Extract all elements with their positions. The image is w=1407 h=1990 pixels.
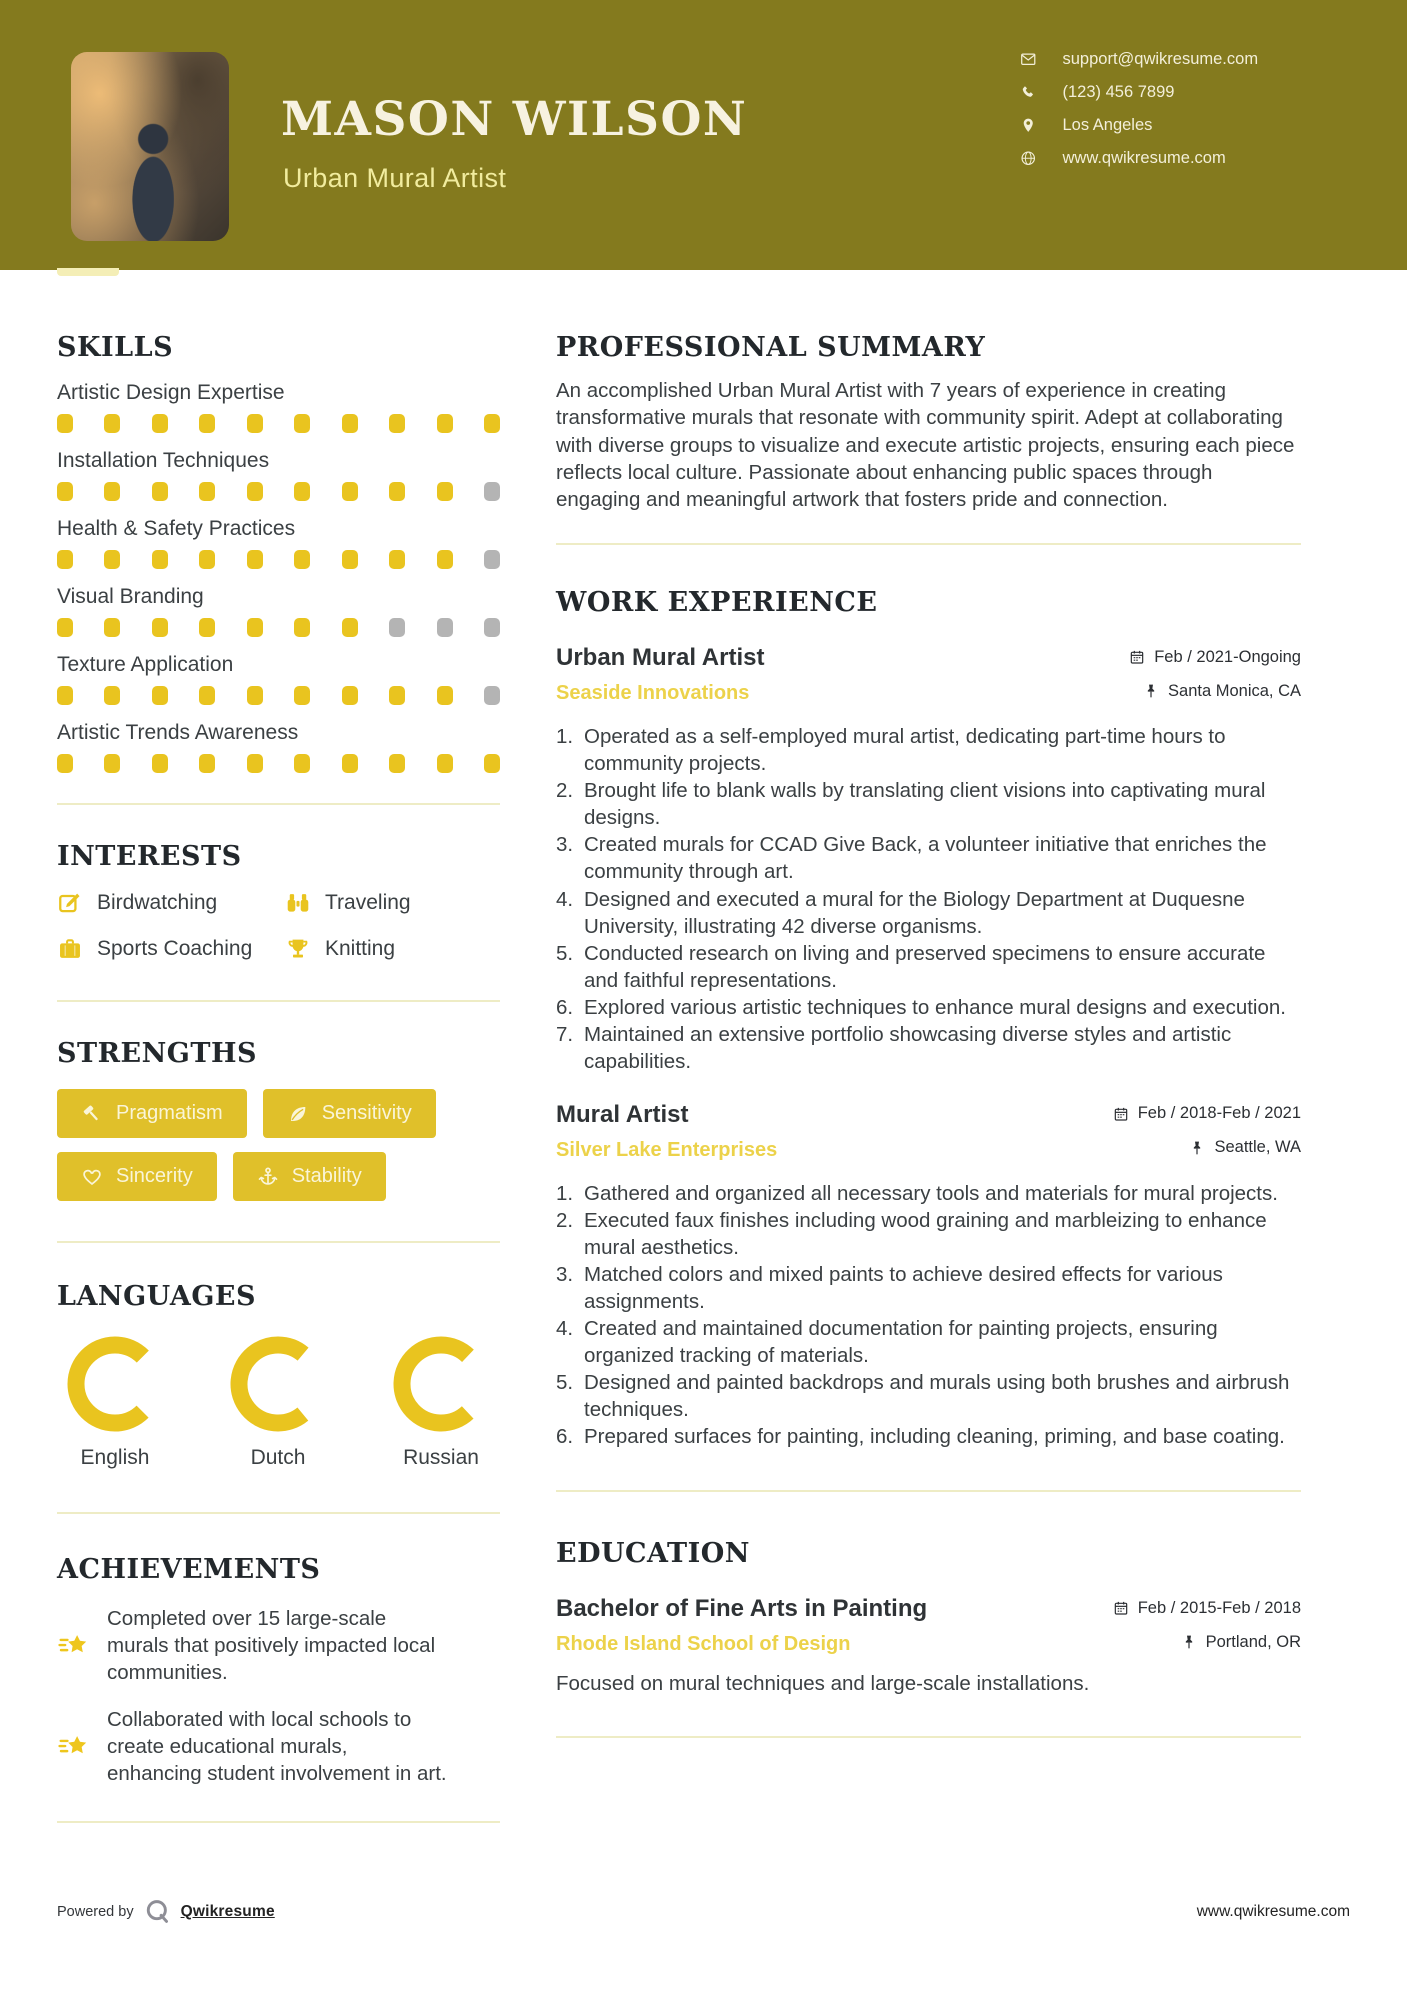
contact-text: support@qwikresume.com	[1062, 50, 1259, 68]
job-location-text: Seattle, WA	[1214, 1138, 1301, 1157]
skill-dot	[389, 414, 405, 433]
language-level-arc	[391, 1334, 491, 1434]
strength-tag	[57, 1089, 247, 1138]
contact-item	[1020, 142, 1350, 175]
summary-section	[556, 332, 1301, 513]
skill-dot	[199, 754, 215, 773]
skill-item	[57, 449, 500, 501]
skill-label: Texture Application	[57, 653, 234, 676]
skill-dot	[152, 550, 168, 569]
job-bullet: Designed and painted backdrops and murals using both brushes and airbrush techniques.	[584, 1371, 1290, 1422]
job-entry	[556, 644, 1301, 1075]
job-bullet: Maintained an extensive portfolio showcasing diverse styles and artistic capabilities.	[584, 1022, 1232, 1073]
skill-dot	[152, 686, 168, 705]
divider	[556, 1490, 1301, 1492]
language-label: Russian	[403, 1446, 479, 1469]
strength-label: Pragmatism	[116, 1102, 223, 1124]
skill-dot	[342, 618, 358, 637]
job-bullet: Prepared surfaces for painting, including cleaning, priming, and base coating.	[584, 1425, 1285, 1449]
job-date	[1129, 648, 1301, 667]
left-column	[57, 270, 500, 1823]
skill-dot	[437, 686, 453, 705]
skill-dot	[104, 754, 120, 773]
skill-dot	[294, 482, 310, 501]
contact-item	[1020, 43, 1350, 76]
pushpin-icon	[1189, 1140, 1205, 1156]
pushpin-icon	[1181, 1634, 1197, 1650]
divider	[556, 543, 1301, 545]
experience-section	[556, 587, 1301, 1450]
school-name: Rhode Island School of Design	[556, 1633, 851, 1656]
skill-item	[57, 517, 500, 569]
skill-dot	[104, 618, 120, 637]
shooting-star-icon	[57, 1708, 91, 1787]
calendar-icon	[1113, 1106, 1129, 1122]
job-date-text: Feb / 2018-Feb / 2021	[1137, 1104, 1301, 1123]
footer-powered-by	[57, 1898, 275, 1925]
skill-item	[57, 381, 500, 433]
experience-heading: WORK EXPERIENCE	[556, 587, 878, 619]
job-bullet: Conducted research on living and preserved specimens to ensure accurate and faithful representations.	[584, 941, 1266, 992]
divider	[556, 1736, 1301, 1738]
contact-text: www.qwikresume.com	[1062, 149, 1226, 167]
skill-dot	[389, 686, 405, 705]
education-heading: EDUCATION	[556, 1538, 750, 1570]
globe-icon	[1020, 150, 1037, 167]
skill-dot	[342, 754, 358, 773]
skill-dot	[104, 686, 120, 705]
contact-block	[1020, 43, 1350, 175]
achievement-text: Collaborated with local schools to create educational murals, enhancing student involvement in art.	[107, 1708, 447, 1786]
skill-dot	[57, 754, 73, 773]
pin-icon	[1020, 117, 1037, 134]
strength-label: Sincerity	[116, 1165, 193, 1187]
education-location: Portland, OR	[1181, 1633, 1301, 1652]
skill-label: Artistic Trends Awareness	[57, 721, 299, 744]
skill-dot	[484, 414, 500, 433]
skill-dot	[152, 754, 168, 773]
skill-dot	[247, 482, 263, 501]
profile-photo	[71, 52, 229, 241]
achievement-item	[57, 1605, 500, 1686]
job-bullet: Explored various artistic techniques to enhance mural designs and execution.	[584, 995, 1286, 1019]
skill-label: Health & Safety Practices	[57, 517, 296, 540]
footer-site-url: www.qwikresume.com	[1196, 1903, 1350, 1920]
language-level-arc	[65, 1334, 165, 1434]
skill-dot	[199, 414, 215, 433]
job-date	[1113, 1104, 1301, 1123]
skill-dot	[294, 754, 310, 773]
strength-tag	[57, 1152, 217, 1201]
skill-dot	[342, 550, 358, 569]
language-label: Dutch	[250, 1446, 306, 1469]
skill-dot	[247, 618, 263, 637]
skill-dot	[152, 482, 168, 501]
job-company: Silver Lake Enterprises	[556, 1138, 778, 1161]
contact-item	[1020, 76, 1350, 109]
heart-icon	[81, 1166, 103, 1188]
pencil-icon	[57, 890, 83, 916]
skill-dot	[199, 618, 215, 637]
skill-dot	[294, 618, 310, 637]
languages-section	[57, 1281, 500, 1470]
achievements-section	[57, 1554, 500, 1787]
job-bullet: Brought life to blank walls by translating client visions into captivating mural designs.	[584, 779, 1266, 830]
skill-dot	[389, 482, 405, 501]
skill-dot	[437, 550, 453, 569]
divider	[57, 1821, 500, 1823]
skill-dot	[484, 482, 500, 501]
person-job-title: Urban Mural Artist	[283, 163, 507, 193]
degree-title: Bachelor of Fine Arts in Painting	[556, 1595, 928, 1623]
strengths-heading: STRENGTHS	[57, 1038, 257, 1069]
person-name: MASON WILSON	[281, 92, 748, 147]
education-note: Focused on mural techniques and large-scale installations.	[556, 1672, 1090, 1696]
anchor-icon	[257, 1166, 279, 1188]
interest-item	[285, 936, 500, 962]
trophy-icon	[285, 936, 311, 962]
skill-dots	[57, 754, 500, 773]
language-level-arc	[228, 1334, 328, 1434]
skill-dot	[247, 686, 263, 705]
skill-dot	[57, 618, 73, 637]
header	[0, 0, 1407, 270]
contact-text: Los Angeles	[1062, 116, 1153, 134]
skill-dot	[152, 414, 168, 433]
skill-dot	[389, 618, 405, 637]
shooting-star-icon	[57, 1607, 91, 1686]
interest-item	[57, 936, 285, 962]
divider	[57, 1512, 500, 1514]
summary-text: An accomplished Urban Mural Artist with 7 years of experience in creating transformative murals that resonate with community spirit. Adept at collaborating with diverse groups to visualize and execute artistic projects, ensuring each piece reflects local culture. Passionate about enhancing public spaces through engaging and meaningful artwork that fosters pride and connection.	[556, 379, 1295, 511]
powered-by-label: Powered by	[57, 1903, 134, 1920]
skills-section	[57, 332, 500, 773]
interest-label: Knitting	[325, 937, 396, 960]
job-bullet: Matched colors and mixed paints to achieve desired effects for various assignments.	[584, 1263, 1223, 1314]
skill-dot	[247, 754, 263, 773]
skill-dot	[104, 482, 120, 501]
skill-dot	[294, 686, 310, 705]
language-item	[220, 1334, 336, 1470]
divider	[57, 1000, 500, 1002]
skill-dots	[57, 414, 500, 433]
skill-dot	[484, 754, 500, 773]
skill-dot	[104, 550, 120, 569]
language-label: English	[80, 1446, 150, 1469]
skill-dot	[57, 482, 73, 501]
strength-label: Stability	[291, 1165, 362, 1187]
gavel-icon	[81, 1103, 103, 1125]
skill-dot	[437, 414, 453, 433]
skill-dot	[389, 754, 405, 773]
skill-dot	[247, 414, 263, 433]
job-bullet: Designed and executed a mural for the Biology Department at Duquesne University, illustrating 42 diverse organisms.	[584, 887, 1245, 938]
strength-tag	[263, 1089, 436, 1138]
calendar-icon	[1113, 1600, 1129, 1616]
skill-dots	[57, 686, 500, 705]
interests-section	[57, 841, 500, 962]
interest-item	[285, 890, 500, 916]
pushpin-icon	[1143, 683, 1159, 699]
skill-dots	[57, 618, 500, 637]
job-bullet: Created murals for CCAD Give Back, a volunteer initiative that enriches the community through art.	[584, 833, 1267, 884]
job-bullets	[556, 723, 1301, 1075]
skill-dot	[104, 414, 120, 433]
education-date: Feb / 2015-Feb / 2018	[1113, 1599, 1301, 1618]
leaf-icon	[287, 1103, 309, 1125]
strength-tag	[233, 1152, 386, 1201]
skill-dot	[57, 550, 73, 569]
job-title: Mural Artist	[556, 1100, 689, 1128]
skill-dot	[437, 482, 453, 501]
skill-dot	[294, 550, 310, 569]
skill-label: Artistic Design Expertise	[57, 381, 285, 404]
interests-heading: INTERESTS	[57, 841, 242, 872]
language-item	[57, 1334, 173, 1470]
calendar-icon	[1129, 649, 1145, 665]
skill-item	[57, 653, 500, 705]
job-entry	[556, 1101, 1301, 1450]
summary-heading: PROFESSIONAL SUMMARY	[556, 332, 986, 363]
skill-dot	[294, 414, 310, 433]
skill-label: Installation Techniques	[57, 449, 270, 472]
skill-dot	[342, 482, 358, 501]
contact-text: (123) 456 7899	[1062, 83, 1175, 101]
skill-dot	[199, 482, 215, 501]
skill-dot	[342, 686, 358, 705]
interest-label: Traveling	[325, 891, 411, 914]
skills-heading: SKILLS	[57, 332, 174, 363]
interest-label: Birdwatching	[97, 891, 218, 914]
job-bullet: Created and maintained documentation for painting projects, ensuring organized tracking of materials.	[584, 1317, 1218, 1368]
skill-dot	[247, 550, 263, 569]
qwikresume-logo-icon	[144, 1898, 171, 1925]
language-item	[383, 1334, 499, 1470]
qwikresume-link[interactable]: Qwikresume	[180, 1902, 275, 1920]
divider	[57, 1241, 500, 1243]
skill-dot	[152, 618, 168, 637]
skill-dot	[437, 754, 453, 773]
interest-label: Sports Coaching	[97, 937, 253, 960]
skill-dot	[389, 550, 405, 569]
strengths-section	[57, 1038, 500, 1201]
skill-dots	[57, 550, 500, 569]
contact-item	[1020, 109, 1350, 142]
job-location	[1189, 1138, 1301, 1157]
job-bullet: Gathered and organized all necessary tools and materials for mural projects.	[584, 1181, 1278, 1205]
job-company: Seaside Innovations	[556, 682, 750, 705]
skill-label: Visual Branding	[57, 585, 204, 608]
job-bullet: Operated as a self-employed mural artist, dedicating part-time hours to community projects.	[584, 725, 1226, 776]
skill-dot	[199, 550, 215, 569]
phone-icon	[1020, 84, 1037, 101]
skill-dot	[484, 618, 500, 637]
achievement-item	[57, 1706, 500, 1787]
education-section	[556, 1538, 1301, 1696]
strength-label: Sensitivity	[321, 1102, 412, 1124]
job-date-text: Feb / 2021-Ongoing	[1154, 647, 1301, 666]
right-column	[556, 270, 1301, 1823]
job-location	[1143, 682, 1301, 701]
skill-dots	[57, 482, 500, 501]
job-location-text: Santa Monica, CA	[1168, 681, 1301, 700]
achievements-heading: ACHIEVEMENTS	[57, 1554, 321, 1585]
job-bullet: Executed faux finishes including wood graining and marbleizing to enhance mural aesthetics.	[584, 1208, 1267, 1259]
skill-dot	[484, 686, 500, 705]
skill-dot	[342, 414, 358, 433]
skill-dot	[437, 618, 453, 637]
skill-item	[57, 721, 500, 773]
envelope-icon	[1020, 51, 1037, 68]
job-bullets	[556, 1180, 1301, 1450]
skill-item	[57, 585, 500, 637]
divider	[57, 803, 500, 805]
languages-heading: LANGUAGES	[57, 1281, 256, 1312]
skill-dot	[57, 686, 73, 705]
interest-item	[57, 890, 285, 916]
job-title: Urban Mural Artist	[556, 644, 765, 672]
achievement-text: Completed over 15 large-scale murals that positively impacted local communities.	[107, 1607, 436, 1685]
binoculars-icon	[285, 890, 311, 916]
skill-dot	[199, 686, 215, 705]
briefcase-icon	[57, 936, 83, 962]
skill-dot	[57, 414, 73, 433]
skill-dot	[484, 550, 500, 569]
